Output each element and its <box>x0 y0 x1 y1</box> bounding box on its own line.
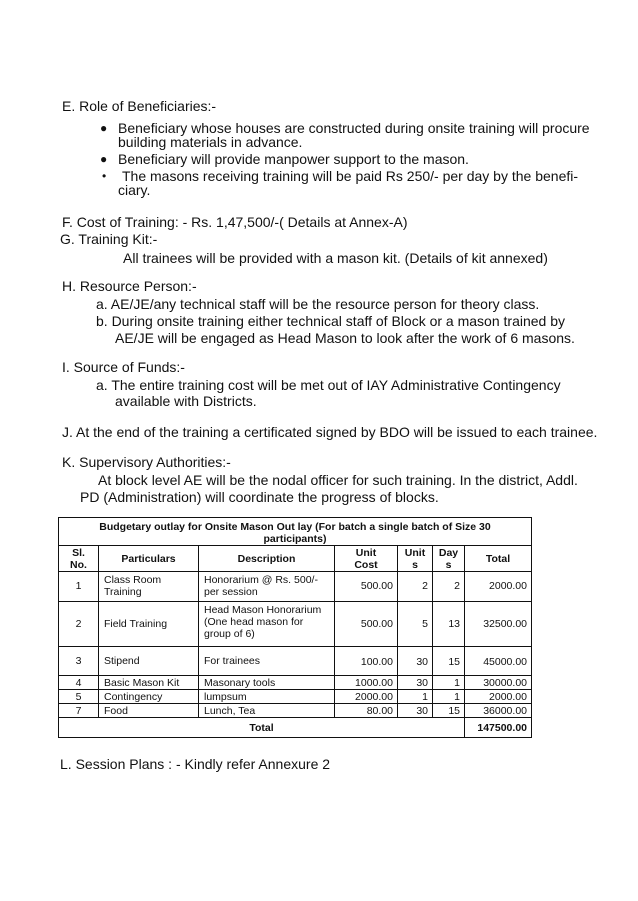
row-6-days: 15 <box>448 705 460 717</box>
row-4-units: 30 <box>416 677 428 689</box>
section-k-line-2: PD (Administration) will coordinate the progress of blocks. <box>80 489 439 505</box>
section-g-text: All trainees will be provided with a mason kit. (Details of kit annexed) <box>123 250 548 266</box>
header-description: Description <box>237 553 296 565</box>
row-6-units: 30 <box>416 705 428 717</box>
section-e-bullet-1-line-2: building materials in advance. <box>118 134 303 150</box>
section-f-text: F. Cost of Training: - Rs. 1,47,500/-( Details at Annex-A) <box>62 214 408 230</box>
section-e-bullet-2: Beneficiary will provide manpower support to the mason. <box>118 151 469 167</box>
section-h-item-a: a. AE/JE/any technical staff will be the resource person for theory class. <box>96 296 540 312</box>
section-i-item-a-line-2: available with Districts. <box>115 393 257 409</box>
row-2-days: 13 <box>448 618 460 630</box>
section-i-item-a-line-1: a. The entire training cost will be met out of IAY Administrative Contingency <box>96 377 561 393</box>
row-3-description: For trainees <box>204 655 261 667</box>
row-3-units: 30 <box>416 656 428 668</box>
section-i-heading: I. Source of Funds:- <box>62 359 185 375</box>
section-e-bullet-3-line-2: ciary. <box>118 182 151 198</box>
table-title-line-1: Budgetary outlay for Onsite Mason Out lay (For batch a single batch of Size 30 <box>99 521 491 533</box>
row-1-sl: 1 <box>75 580 82 592</box>
row-3-particulars: Stipend <box>104 655 140 667</box>
row-4-sl: 4 <box>75 677 82 689</box>
row-4-description: Masonary tools <box>204 677 276 689</box>
bullet-icon: ● <box>100 121 108 135</box>
row-5-days: 1 <box>454 691 460 703</box>
row-2-unit-cost: 500.00 <box>360 618 393 630</box>
row-2-units: 5 <box>422 618 428 630</box>
row-5-description: lumpsum <box>204 691 247 703</box>
section-j-text: J. At the end of the training a certificated signed by BDO will be issued to each trainee. <box>62 424 598 440</box>
section-e-bullet-3-line-1: The masons receiving training will be paid Rs 250/- per day by the benefi- <box>122 168 579 184</box>
header-particulars: Particulars <box>121 553 176 565</box>
section-e-heading: E. Role of Beneficiaries:- <box>62 98 217 114</box>
row-3-sl: 3 <box>75 655 82 667</box>
section-e-bullet-1-line-1: Beneficiary whose houses are constructed during onsite training will procure <box>118 120 590 136</box>
row-3-unit-cost: 100.00 <box>360 656 393 668</box>
total-label: Total <box>249 722 274 734</box>
row-6-total: 36000.00 <box>483 705 527 717</box>
row-5-units: 1 <box>422 691 428 703</box>
row-4-total: 30000.00 <box>483 677 527 689</box>
row-4-particulars: Basic Mason Kit <box>104 677 180 689</box>
section-h-item-b-line-2: AE/JE will be engaged as Head Mason to look after the work of 6 masons. <box>115 330 575 346</box>
row-2-sl: 2 <box>75 618 82 630</box>
row-2-total: 32500.00 <box>483 618 527 630</box>
section-h-item-b-line-1: b. During onsite training either technical staff of Block or a mason trained by <box>96 313 565 329</box>
bullet-icon: ● <box>100 152 108 166</box>
row-5-unit-cost: 2000.00 <box>355 691 393 703</box>
header-unit-cost: Unit Cost <box>354 547 378 571</box>
row-3-days: 15 <box>448 656 460 668</box>
row-1-particulars: Class Room Training <box>104 574 162 598</box>
bullet-icon: • <box>102 169 107 183</box>
row-2-description: Head Mason Honorarium (One head mason for group of 6) <box>204 604 322 640</box>
section-l-text: L. Session Plans : - Kindly refer Annexure 2 <box>60 756 331 772</box>
row-1-days: 2 <box>454 580 460 592</box>
table-title-line-2: participants) <box>263 533 327 545</box>
total-value: 147500.00 <box>477 722 527 734</box>
header-sl: Sl. No. <box>70 547 87 571</box>
row-4-unit-cost: 1000.00 <box>355 677 393 689</box>
section-k-line-1: At block level AE will be the nodal officer for such training. In the district, Addl. <box>98 472 578 488</box>
header-total: Total <box>485 553 511 565</box>
header-days: Day s <box>438 547 459 571</box>
section-g-heading: G. Training Kit:- <box>60 231 158 247</box>
row-6-particulars: Food <box>104 705 128 717</box>
row-6-unit-cost: 80.00 <box>366 705 393 717</box>
row-5-sl: 5 <box>75 691 82 703</box>
row-1-unit-cost: 500.00 <box>360 580 393 592</box>
row-6-description: Lunch, Tea <box>204 705 256 717</box>
row-5-total: 2000.00 <box>489 691 527 703</box>
row-6-sl: 7 <box>75 705 82 717</box>
header-units: Unit s <box>404 547 426 571</box>
section-k-heading: K. Supervisory Authorities:- <box>62 454 231 470</box>
row-2-particulars: Field Training <box>104 618 168 630</box>
section-h-heading: H. Resource Person:- <box>62 278 197 294</box>
row-1-total: 2000.00 <box>489 580 527 592</box>
row-1-units: 2 <box>422 580 428 592</box>
row-3-total: 45000.00 <box>483 656 527 668</box>
row-1-description: Honorarium @ Rs. 500/- per session <box>204 574 318 598</box>
row-5-particulars: Contingency <box>104 691 163 703</box>
row-4-days: 1 <box>454 677 460 689</box>
